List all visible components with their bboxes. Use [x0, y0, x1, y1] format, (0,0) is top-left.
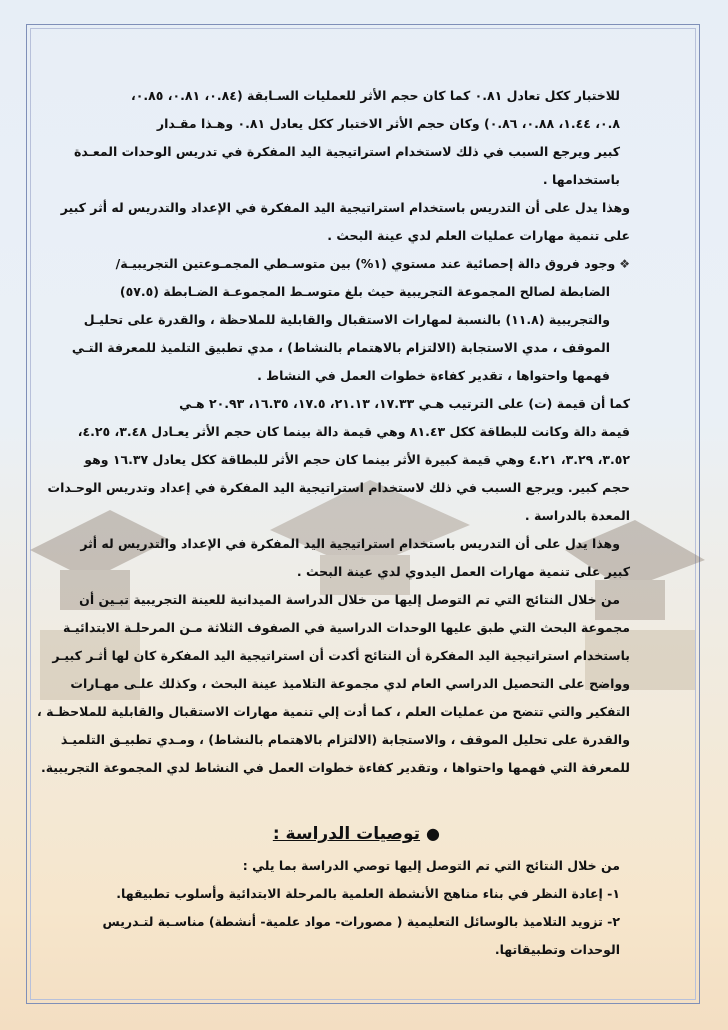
recommendation-item: ١- إعادة النظر في بناء مناهج الأنشطة العلمية بالمرحلة الابتدائية وأسلوب تطبيقها. — [116, 886, 620, 901]
paragraph-line: باستخدامها . — [542, 172, 620, 187]
paragraph-line: ٣.٥٢، ٣.٢٩، ٤.٢١ وهي قيمة كبيرة الأثر بينما كان حجم الأثر للبطاقة ككل يعادل ١٦.٣٧ وهو — [84, 452, 630, 467]
paragraph-line: كبير على تنمية مهارات العمل اليدوي لدي عينة البحث . — [296, 564, 630, 579]
paragraph-line: وهذا يدل على أن التدريس باستخدام استراتيجية اليد المفكرة في الإعداد والتدريس له أثر — [80, 536, 620, 551]
paragraph-line: باستخدام استراتيجية اليد المفكرة أن النتائج أكدت أن استراتيجية اليد المفكرة كان لها أثـر كبيـر — [52, 648, 630, 663]
recommendation-item: ٢- تزويد التلاميذ بالوسائل التعليمية ( مصورات- مواد علمية- أنشطة) مناسـبة لتـدريس — [102, 914, 620, 929]
paragraph-line: كبير ويرجع السبب في ذلك لاستخدام استراتيجية اليد المفكرة في تدريس الوحدات المعـدة — [73, 144, 620, 159]
paragraph-line: الضابطة لصالح المجموعة التجريبية حيث بلغ متوسـط المجموعـة الضـابطة (٥٧.٥) — [119, 284, 610, 299]
paragraph-line: الموقف ، مدي الاستجابة (الالتزام بالاهتمام بالنشاط) ، مدي تطبيق التلميذ للمعرفة التـي — [71, 340, 610, 355]
paragraph-line: قيمة دالة وكانت للبطاقة ككل ٨١.٤٣ وهي قيمة دالة بينما كان حجم الأثر يعـادل ٣.٤٨، ٤.٢٥، — [77, 424, 630, 439]
diamond-bullet-icon: ❖ — [619, 257, 630, 271]
bullet-paragraph-line — [116, 256, 630, 271]
section-heading — [273, 824, 440, 844]
paragraph-line: المعدة بالدراسة . — [524, 508, 630, 523]
paragraph-text: وجود فروق دالة إحصائية عند مستوي (١%) بين متوسـطي المجمـوعتين التجريبيـة/ — [115, 256, 616, 271]
paragraph-line: وهذا يدل على أن التدريس باستخدام استراتيجية اليد المفكرة في الإعداد والتدريس له أثر كبير — [60, 200, 630, 215]
paragraph-line: كما أن قيمة (ت) على الترتيب هـي ١٧.٣٣، ٢١.١٣، ١٧.٥، ١٦.٣٥، ٢٠.٩٣ هـي — [179, 396, 630, 411]
paragraph-line: فهمها واحتواها ، تقدير كفاءة خطوات العمل في النشاط . — [257, 368, 610, 383]
paragraph-line: والتجريبية (١١.٨) بالنسبة لمهارات الاستقبال والقابلية للملاحظة ، والقدرة على تحليـل — [83, 312, 610, 327]
paragraph-line: على تنمية مهارات عمليات العلم لدي عينة البحث . — [327, 228, 630, 243]
recommendations-heading: توصيات الدراسة : — [272, 824, 421, 844]
paragraph-line: من خلال النتائج التي تم التوصل إليها من خلال الدراسة الميدانية للعينة التجريبية تبـين أن — [79, 592, 620, 607]
paragraph-line: ٠.٨، ١.٤٤، ٠.٨٨، ٠.٨٦) وكان حجم الأثر الاختبار ككل يعادل ٠.٨١ وهـذا مقـدار — [156, 116, 620, 131]
paragraph-line: حجم كبير. ويرجع السبب في ذلك لاستخدام استراتيجية اليد المفكرة في إعداد وتدريس الوحـدات — [47, 480, 630, 495]
recommendation-item: الوحدات وتطبيقاتها. — [494, 942, 620, 957]
paragraph-line: للمعرفة التي فهمها واحتواها ، وتقدير كفاءة خطوات العمل في النشاط لدي المجموعة التجريبية. — [40, 760, 630, 775]
paragraph-line: والقدرة على تحليل الموقف ، والاستجابة (الالتزام بالاهتمام بالنشاط) ، ومـدي تطبيـق التلميـذ — [60, 732, 630, 747]
paragraph-line: وواضح على التحصيل الدراسي العام لدي مجموعة التلاميذ عينة البحث ، وكذلك علـى مهـارات — [70, 676, 630, 691]
paragraph-line: التفكير والتي تتضح من عمليات العلم ، كما أدت إلي تنمية مهارات الاستقبال والقابلية للملاحظـة ، — [37, 704, 630, 719]
round-bullet-icon: ● — [426, 824, 440, 843]
paragraph-line: للاختبار ككل تعادل ٠.٨١ كما كان حجم الأثر للعمليات السـابقة (٠.٨٤، ٠.٨١، ٠.٨٥، — [131, 88, 620, 103]
recommendations-intro: من خلال النتائج التي تم التوصل إليها توصي الدراسة بما يلي : — [242, 858, 620, 873]
paragraph-line: مجموعة البحث التي طبق عليها الوحدات الدراسية في الصفوف الثلاثة مـن المرحلـة الابتدائيـة — [63, 620, 630, 635]
